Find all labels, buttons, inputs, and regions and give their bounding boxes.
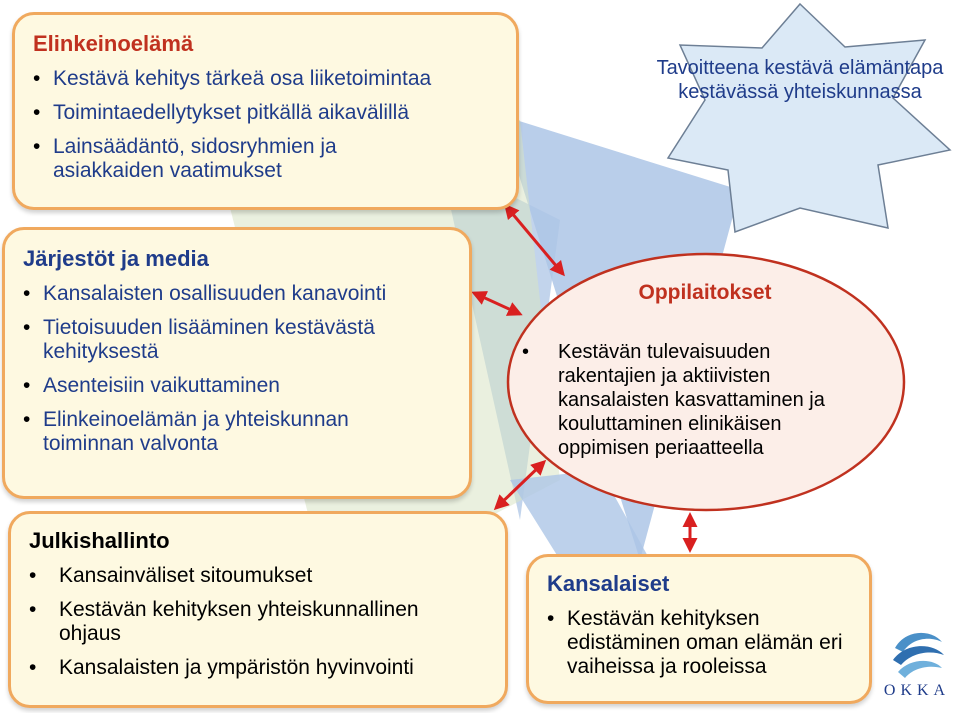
list-item: • Kansalaisten osallisuuden kanavointi — [23, 282, 451, 306]
kansalaiset-list — [547, 607, 851, 679]
list-item: • Kestävän kehityksen yhteiskunnallinen ohjaus — [29, 598, 479, 646]
list-item: • Toimintaedellytykset pitkällä aikavälillä — [33, 101, 498, 125]
elinkeinoelama-list — [33, 67, 498, 183]
list-item: • Lainsäädäntö, sidosryhmien ja asiakkaiden vaatimukset — [33, 135, 383, 183]
elinkeinoelama-title: Elinkeinoelämä — [33, 31, 194, 56]
list-item: • Tietoisuuden lisääminen kestävästä kehityksestä — [23, 316, 423, 364]
jarjestot-list — [23, 282, 451, 456]
list-item: • Kestävä kehitys tärkeä osa liiketoimintaa — [33, 67, 498, 91]
list-item: • Elinkeinoelämän ja yhteiskunnan toiminnan valvonta — [23, 408, 423, 456]
list-item: • Kestävän tulevaisuuden rakentajien ja aktiivisten kansalaisten kasvattaminen ja kouluttaminen elinikäisen oppimisen periaatteella — [522, 340, 892, 460]
okka-logo — [892, 629, 944, 681]
okka-logo-text: OKKA — [883, 682, 951, 699]
elinkeinoelama-box — [12, 12, 519, 210]
julkishallinto-title: Julkishallinto — [29, 528, 170, 553]
kansalaiset-title: Kansalaiset — [547, 571, 670, 596]
kansalaiset-box — [526, 554, 872, 704]
star-text: Tavoitteena kestävä elämäntapa kestävässä yhteiskunnassa — [656, 57, 944, 103]
list-item: • Kansainväliset sitoumukset — [29, 564, 487, 588]
list-item: • Kansalaisten ja ympäristön hyvinvointi — [29, 656, 487, 680]
julkishallinto-box — [8, 511, 508, 708]
julkishallinto-list — [29, 564, 487, 680]
oppilaitokset-list — [522, 340, 892, 460]
list-item: • Asenteisiin vaikuttaminen — [23, 374, 451, 398]
jarjestot-title: Järjestöt ja media — [23, 246, 209, 271]
jarjestot-box — [2, 227, 472, 499]
list-item: • Kestävän kehityksen edistäminen oman elämän eri vaiheissa ja rooleissa — [547, 607, 847, 679]
oppilaitokset-title: Oppilaitokset — [638, 281, 772, 304]
